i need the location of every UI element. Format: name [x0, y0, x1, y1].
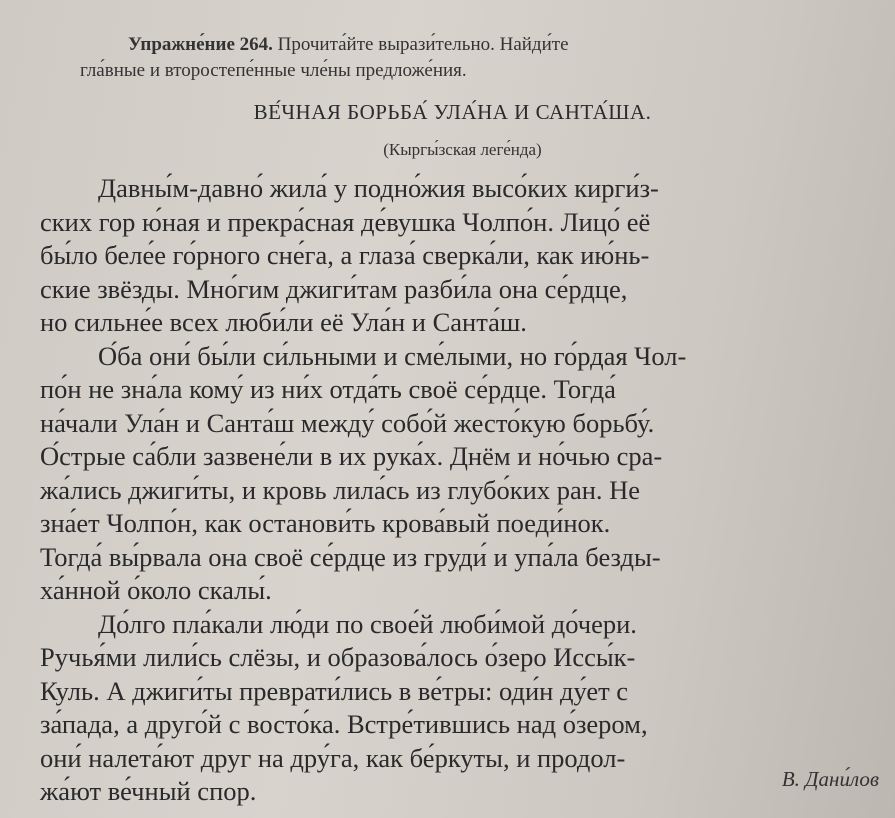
text-line: зна́ет Чолпо́н, как останови́ть крова́вый поеди́нок. [40, 508, 611, 538]
task-instruction-1: Прочита́йте вырази́тельно. Найди́те [277, 34, 569, 55]
legend-text [40, 172, 870, 809]
text-line: До́лго пла́кали лю́ди по свое́й люби́мой до́чери. [98, 608, 637, 639]
text-line: О́ба они́ бы́ли си́льными и сме́лыми, но го́рдая Чол- [98, 340, 687, 371]
text-line: О́стрые са́бли зазвене́ли в их рука́х. Днём и но́чью сра- [40, 441, 663, 471]
text-line: за́пада, а друго́й с восто́ка. Встре́тившись над о́зером, [40, 709, 648, 739]
text-title-row [0, 100, 895, 125]
text-line: Тогда́ вы́рвала она своё се́рдце из груди́ и упа́ла безды- [40, 541, 661, 572]
text-line: по́н не зна́ла кому́ из ни́х отда́ть своё се́рдце. Тогда́ [40, 374, 616, 404]
text-subtitle: (Кыргы́зская леге́нда) [383, 140, 542, 159]
task-instruction-2: гла́вные и второстепе́нные чле́ны предложе́ния. [80, 60, 467, 81]
text-line: Давны́м-давно́ жила́ у подно́жия высо́ких кирги́з- [98, 173, 659, 203]
text-line: ские звёзды. Мно́гим джиги́там разби́ла она се́рдце, [40, 273, 628, 304]
exercise-task [80, 32, 870, 84]
text-line: жа́ют ве́чный спор. [40, 776, 257, 806]
task-line-1 [80, 32, 870, 58]
text-line: они́ налета́ют друг на дру́га, как бе́ркуты, и продол- [40, 742, 626, 773]
text-line: жа́лись джиги́ты, и кровь лила́сь из глубо́ких ран. Не [40, 474, 641, 505]
author-signature: В. Дани́лов [781, 767, 879, 791]
text-line: бы́ло беле́е го́рного сне́га, а глаза́ сверка́ли, как ию́нь- [40, 240, 650, 270]
text-line: Куль. А джиги́ты преврати́лись в ве́тры: оди́н ду́ет с [40, 675, 629, 706]
text-line: но сильне́е всех люби́ли её Ула́н и Санта́ш. [40, 307, 527, 337]
text-line: ха́нной о́коло скалы́. [40, 575, 272, 605]
exercise-number: Упражне́ние 264. [128, 34, 273, 55]
text-line: Ручья́ми лили́сь слёзы, и образова́лось о́зеро Иссы́к- [40, 642, 636, 672]
text-title: ВЕ́ЧНАЯ БОРЬБА́ УЛА́НА И САНТА́ША. [253, 100, 652, 124]
text-subtitle-row [0, 140, 895, 160]
text-line: на́чали Ула́н и Санта́ш между́ собо́й жесто́кую борьбу́. [40, 407, 655, 438]
text-line: ских гор ю́ная и прекра́сная де́вушка Чолпо́н. Лицо́ её [40, 206, 651, 237]
